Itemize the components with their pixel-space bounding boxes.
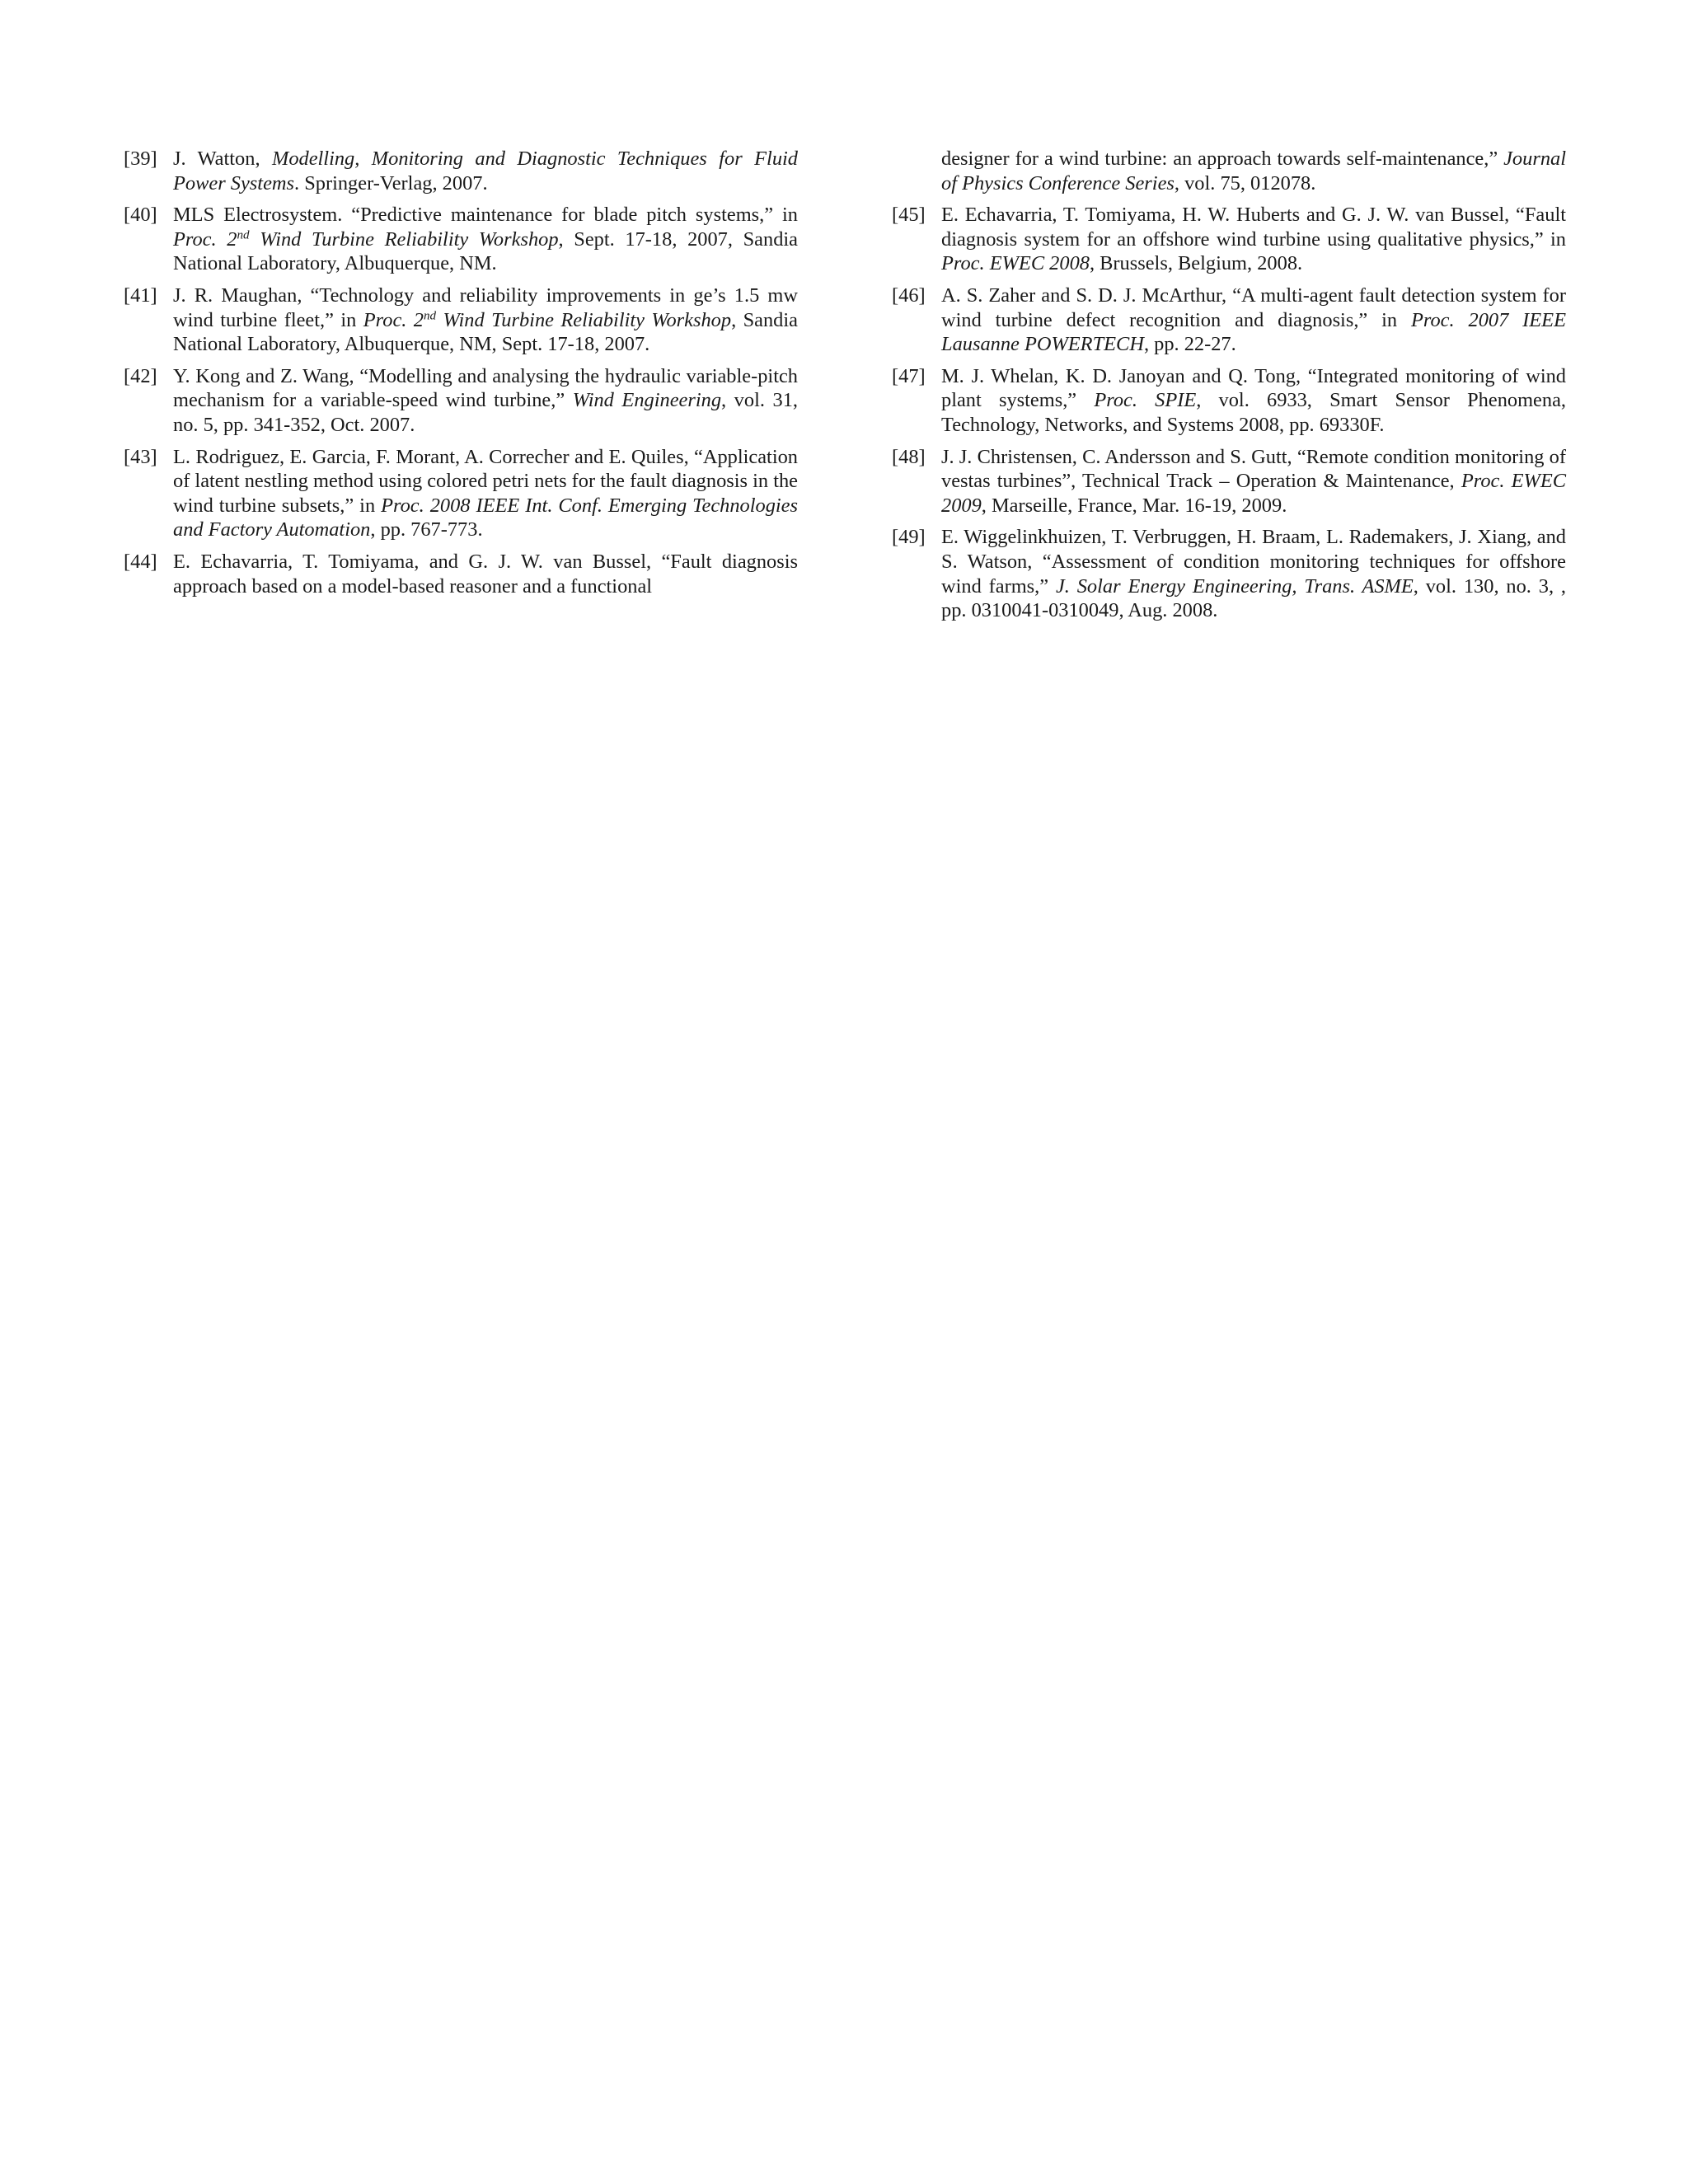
text-segment: E. Echavarria, T. Tomiyama, and G. J. W. van Bussel, “Fault diagnosis approach based on a model-based reasoner and a functional bbox=[173, 550, 798, 598]
reference-text bbox=[173, 284, 798, 357]
reference-number: [49] bbox=[892, 526, 926, 549]
text-segment: , vol. 31, no. 5, pp. 341-352, Oct. 2007. bbox=[173, 389, 798, 436]
reference-text bbox=[941, 364, 1566, 438]
reference-entry-continuation bbox=[892, 147, 1566, 195]
text-segment: Y. Kong and Z. Wang, “Modelling and analysing the hydraulic variable-pitch mechanism for a variable-speed wind turbine,” bbox=[173, 364, 798, 412]
text-segment: L. Rodriguez, E. Garcia, F. Morant, A. Correcher and E. Quiles, “Application of latent nestling method using colored petri nets for the fault diagnosis in the wind turbine subsets,” in bbox=[173, 445, 798, 517]
text-segment: , Marseille, France, Mar. 16-19, 2009. bbox=[981, 494, 1287, 517]
text-segment: designer for a wind turbine: an approach towards self-maintenance,” bbox=[941, 148, 1504, 170]
reference-number: [39] bbox=[124, 148, 157, 170]
reference-entry bbox=[124, 445, 798, 542]
reference-number: [47] bbox=[892, 364, 926, 387]
reference-text bbox=[941, 445, 1566, 518]
reference-number: [45] bbox=[892, 204, 926, 227]
reference-entry bbox=[892, 364, 1566, 438]
italic-text: Journal of Physics Conference Series bbox=[941, 148, 1566, 194]
text-segment: J. Watton, bbox=[173, 148, 272, 170]
reference-text bbox=[941, 284, 1566, 357]
italic-text: Wind Engineering bbox=[572, 389, 722, 412]
reference-text bbox=[173, 147, 798, 195]
reference-entry bbox=[892, 203, 1566, 276]
text-segment: , pp. 767-773. bbox=[370, 518, 483, 541]
reference-number: [42] bbox=[124, 364, 157, 387]
italic-text: Proc. SPIE bbox=[1094, 389, 1197, 412]
text-segment: . Springer-Verlag, 2007. bbox=[294, 171, 488, 194]
reference-number: [40] bbox=[124, 204, 157, 227]
reference-text bbox=[173, 203, 798, 276]
text-segment: J. J. Christensen, C. Andersson and S. Gutt, “Remote condition monitoring of vestas turbines”, Technical Track – Operation & Maintenance, bbox=[941, 445, 1566, 493]
italic-text: Proc. EWEC 2008 bbox=[941, 252, 1090, 275]
reference-entry bbox=[892, 445, 1566, 518]
reference-entry bbox=[124, 284, 798, 357]
text-segment: , pp. 22-27. bbox=[1143, 333, 1236, 356]
italic-text: Modelling, Monitoring and Diagnostic Techniques for Fluid Power Systems bbox=[173, 148, 798, 194]
reference-entry bbox=[892, 525, 1566, 622]
reference-entry bbox=[124, 550, 798, 598]
text-segment: E. Echavarria, T. Tomiyama, H. W. Huberts and G. J. W. van Bussel, “Fault diagnosis system for an offshore wind turbine using qualitative physics,” in bbox=[941, 204, 1566, 251]
text-segment: , Sandia National Laboratory, Albuquerque, NM, Sept. 17-18, 2007. bbox=[173, 308, 798, 356]
reference-number: [41] bbox=[124, 284, 157, 307]
italic-text: Proc. 2007 IEEE Lausanne POWERTECH bbox=[941, 308, 1566, 356]
italic-text: Proc. 2 bbox=[173, 227, 237, 251]
reference-text bbox=[941, 203, 1566, 276]
reference-text bbox=[173, 364, 798, 438]
text-segment: , vol. 75, 012078. bbox=[1174, 171, 1316, 194]
reference-entry bbox=[124, 364, 798, 438]
references-right-column bbox=[892, 147, 1566, 630]
reference-number: [48] bbox=[892, 445, 926, 468]
text-segment: , vol. 130, no. 3, , pp. 0310041-0310049, Aug. 2008. bbox=[941, 574, 1566, 622]
text-segment: M. J. Whelan, K. D. Janoyan and Q. Tong, “Integrated monitoring of wind plant systems,” bbox=[941, 364, 1566, 412]
reference-entry bbox=[124, 203, 798, 276]
reference-number: [44] bbox=[124, 550, 157, 573]
text-segment: J. R. Maughan, “Technology and reliability improvements in ge’s 1.5 mw wind turbine fleet,” in bbox=[173, 284, 798, 331]
text-segment: MLS Electrosystem. “Predictive maintenance for blade pitch systems,” in bbox=[173, 204, 798, 227]
reference-text bbox=[173, 550, 798, 598]
reference-number: [43] bbox=[124, 445, 157, 468]
reference-text bbox=[941, 147, 1566, 195]
superscript-text: nd bbox=[423, 309, 437, 323]
reference-text bbox=[173, 445, 798, 542]
references-left-column bbox=[124, 147, 798, 606]
text-segment: E. Wiggelinkhuizen, T. Verbruggen, H. Braam, L. Rademakers, J. Xiang, and S. Watson, “Assessment of condition monitoring techniques for offshore wind farms,” bbox=[941, 526, 1566, 598]
italic-text: Proc. 2 bbox=[363, 308, 424, 331]
italic-text: Wind Turbine Reliability Workshop bbox=[249, 227, 559, 251]
text-segment: , Brussels, Belgium, 2008. bbox=[1089, 252, 1303, 275]
text-segment: , vol. 6933, Smart Sensor Phenomena, Technology, Networks, and Systems 2008, pp. 69330F. bbox=[941, 389, 1566, 436]
reference-text bbox=[941, 525, 1566, 622]
italic-text: Proc. EWEC 2009 bbox=[941, 470, 1566, 517]
text-segment: , Sept. 17-18, 2007, Sandia National Laboratory, Albuquerque, NM. bbox=[173, 227, 798, 275]
italic-text: Proc. 2008 IEEE Int. Conf. Emerging Technologies and Factory Automation bbox=[173, 494, 798, 541]
text-segment: A. S. Zaher and S. D. J. McArthur, “A multi-agent fault detection system for wind turbine defect recognition and diagnosis,” in bbox=[941, 284, 1566, 331]
reference-entry bbox=[124, 147, 798, 195]
italic-text: Wind Turbine Reliability Workshop bbox=[436, 308, 732, 331]
superscript-text: nd bbox=[237, 228, 250, 242]
reference-number: [46] bbox=[892, 284, 926, 307]
reference-entry bbox=[892, 284, 1566, 357]
italic-text: J. Solar Energy Engineering, Trans. ASME bbox=[1055, 574, 1414, 598]
